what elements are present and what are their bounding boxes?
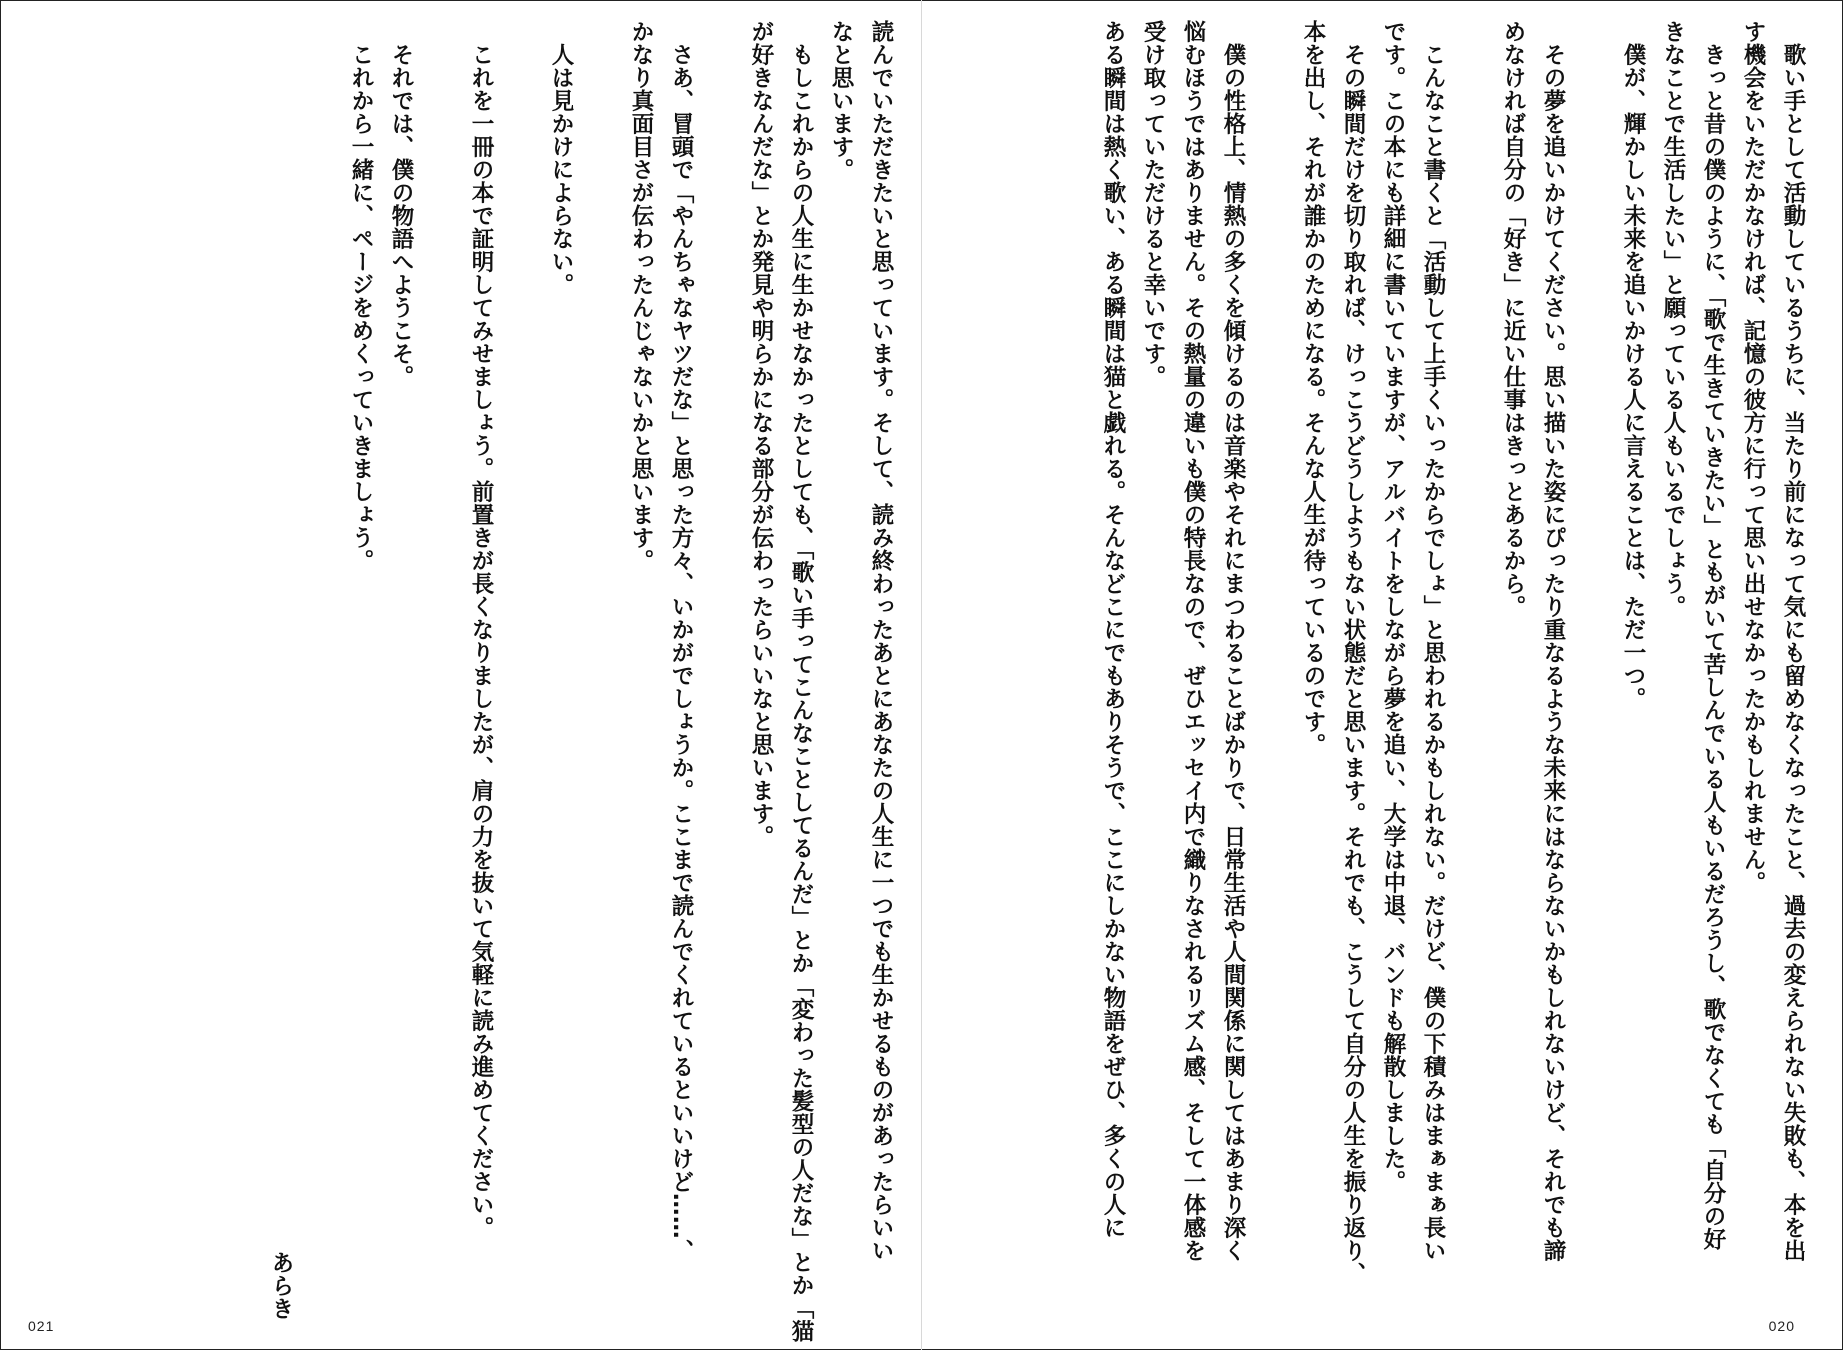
author-signature: あらき	[268, 1251, 294, 1320]
text-line: これから一緒に、ページをめくっていきましょう。	[348, 42, 374, 572]
page-021	[0, 0, 921, 1350]
text-line: なと思います。	[828, 20, 854, 181]
blank-line	[1573, 20, 1613, 1320]
blank-line	[581, 20, 621, 1320]
text-line: す機会をいただかなければ、記憶の彼方に行って思い出せなかったかもしれません。	[1740, 20, 1766, 894]
text-line: ある瞬間は熱く歌い、ある瞬間は猫と戯れる。そんなどこにでもありそうで、ここにしかない物語をぜひ、多くの人に	[1100, 20, 1126, 1239]
text-line: それでは、僕の物語へようこそ。	[388, 42, 414, 388]
blank-line	[501, 20, 541, 1320]
blank-line	[701, 20, 741, 1320]
text-line: 僕が、輝かしい未来を追いかける人に言えることは、ただ一つ。	[1620, 42, 1646, 710]
text-line: めなければ自分の「好き」に近い仕事はきっとあるから。	[1500, 20, 1526, 618]
text-line: さあ、冒頭で「やんちゃなヤツだな」と思った方々、いかがでしょうか。ここまで読んでくれているといいけど……、	[668, 42, 694, 1262]
text-line: 受け取っていただけると幸いです。	[1140, 20, 1166, 388]
text-line: です。この本にも詳細に書いていますが、アルバイトをしながら夢を追い、大学は中退、バンドも解散しました。	[1380, 20, 1406, 1193]
blank-line	[1453, 20, 1493, 1320]
text-line: 読んでいただきたいと思っています。そして、読み終わったあとにあなたの人生に一つでも生かせるものがあったらいい	[868, 20, 894, 1262]
page-number: 021	[28, 1318, 55, 1334]
text-line: その夢を追いかけてください。思い描いた姿にぴったり重なるような未来にはならないかもしれないけど、それでも諦	[1540, 42, 1566, 1262]
text-line: かなり真面目さが伝わったんじゃないかと思います。	[628, 20, 654, 572]
text-line: 悩むほうではありません。その熱量の違いも僕の特長なので、ぜひエッセイ内で織りなされるリズム感、そして一体感を	[1180, 20, 1206, 1262]
text-line: これを一冊の本で証明してみせましょう。前置きが長くなりましたが、肩の力を抜いて気軽に読み進めてください。	[468, 42, 494, 1239]
text-line: こんなこと書くと「活動して上手くいったからでしょ」と思われるかもしれない。だけど、僕の下積みはまぁまぁ長い	[1420, 42, 1446, 1262]
text-line: 僕の性格上、情熱の多くを傾けるのは音楽やそれにまつわることばかりで、日常生活や人間関係に関してはあまり深く	[1220, 42, 1246, 1262]
text-line: 本を出し、それが誰かのためになる。そんな人生が待っているのです。	[1300, 20, 1326, 756]
blank-line	[1253, 20, 1293, 1320]
vertical-text-block	[201, 20, 901, 1343]
vertical-text-block	[1093, 20, 1813, 1320]
text-line: きっと昔の僕のように、「歌で生きていきたい」ともがいて苦しんでいる人もいるだろうし、歌でなくても「自分の好	[1700, 42, 1726, 1251]
page-020	[922, 0, 1843, 1350]
page-number: 020	[1768, 1318, 1795, 1334]
text-line: が好きなんだな」とか発見や明らかになる部分が伝わったらいいなと思います。	[748, 20, 774, 848]
text-line: 歌い手として活動しているうちに、当たり前になって気にも留めなくなったこと、過去の変えられない失敗も、本を出	[1780, 42, 1806, 1262]
text-line: 人は見かけによらない。	[548, 42, 574, 296]
text-line: きなことで生活したい」と願っている人もいるでしょう。	[1660, 20, 1686, 618]
text-line: もしこれからの人生に生かせなかったとしても、「歌い手ってこんなことしてるんだ」とか「変わった髪型の人だな」とか「猫	[788, 42, 814, 1343]
blank-line	[301, 20, 341, 1320]
blank-line	[421, 20, 461, 1320]
text-line: その瞬間だけを切り取れば、けっこうどうしようもない状態だと思います。それでも、こうして自分の人生を振り返り、	[1340, 42, 1366, 1285]
